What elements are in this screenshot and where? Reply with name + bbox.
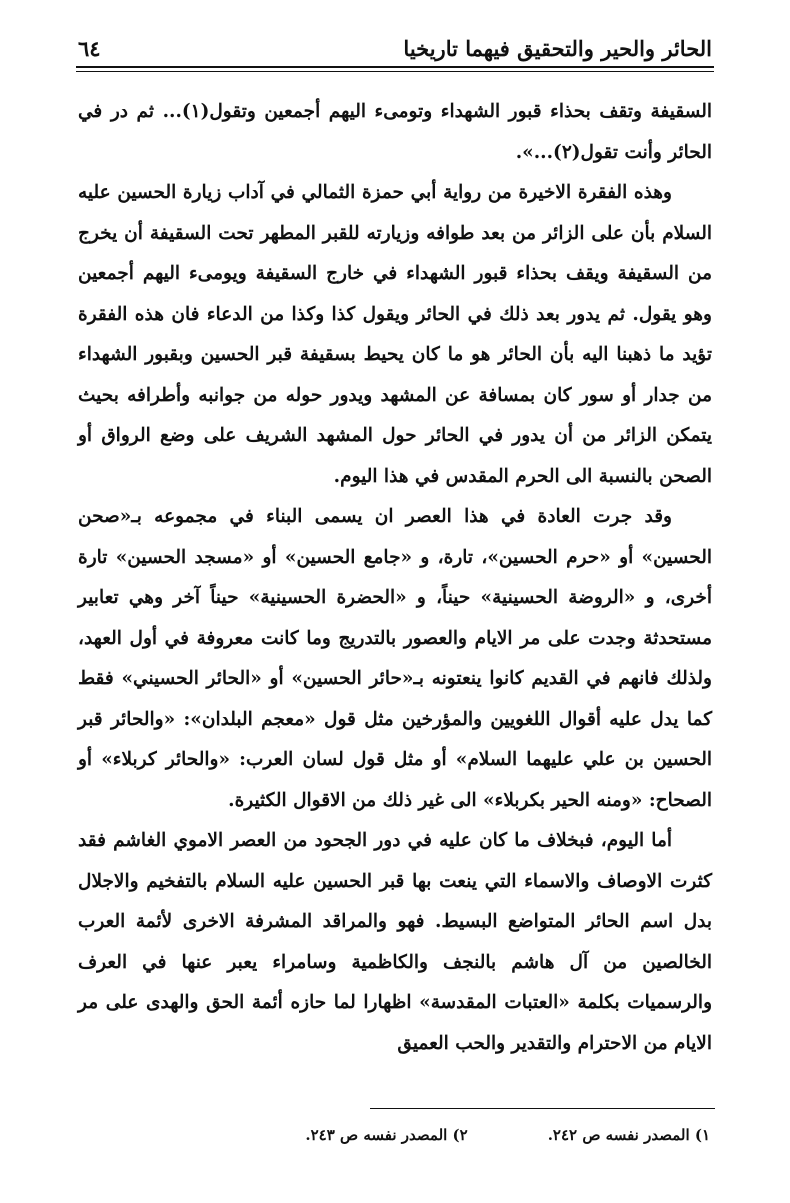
paragraph-1: السقيفة وتقف بحذاء قبور الشهداء وتومىء اليهم أجمعين وتقول(١)... ثم در في الحائر وأنت تقول(٢)...». bbox=[78, 101, 712, 163]
running-head bbox=[78, 28, 712, 68]
footnote-1: ١) المصدر نفسه ص ٢٤٢. bbox=[547, 1126, 710, 1144]
page-number: ٦٤ bbox=[78, 35, 101, 61]
footnote-2: ٢) المصدر نفسه ص ٢٤٣. bbox=[305, 1126, 468, 1144]
paragraph-3: وقد جرت العادة في هذا العصر ان يسمى البناء في مجموعه بـ«صحن الحسين» أو «حرم الحسين»، تارة، و «جامع الحسين» أو «مسجد الحسين» تارة أخرى، و «الروضة الحسينية» حيناً، و «الحضرة الحسينية» حيناً آخر وهي تعابير مستحدثة وجدت على مر الايام والعصور بالتدريج وما كانت معروفة في أول العهد، ولذلك فانهم في القديم كانوا ينعتونه بـ«حائر الحسين» أو «الحائر الحسيني» فقط كما يدل عليه أقوال اللغويين والمؤرخين مثل قول «معجم البلدان»: «والحائر قبر الحسين بن علي عليهما السلام» أو مثل قول لسان العرب: «والحائر كربلاء» أو الصحاح: «ومنه الحير بكربلاء» الى غير ذلك من الاقوال الكثيرة. bbox=[78, 506, 712, 811]
paragraph-4: أما اليوم، فبخلاف ما كان عليه في دور الجحود من العصر الاموي الغاشم فقد كثرت الاوصاف والاسماء التي ينعت بها قبر الحسين عليه السلام بالتفخيم والاجلال بدل اسم الحائر المتواضع البسيط. فهو والمراقد المشرفة الاخرى لأئمة العرب الخالصين من آل هاشم بالنجف والكاظمية وسامراء يعبر عنها في العرف والرسميات بكلمة «العتبات المقدسة» اظهارا لما حازه أئمة الحق والهدى على مر الايام من الاحترام والتقدير والحب العميق bbox=[78, 830, 712, 1054]
footnote-rule bbox=[370, 1108, 715, 1109]
running-title: الحائر والحير والتحقيق فيهما تاريخيا bbox=[403, 35, 712, 61]
header-rule-thick bbox=[76, 66, 714, 68]
body-text bbox=[78, 92, 712, 1064]
footnotes bbox=[200, 1126, 710, 1144]
header-rule-thin bbox=[76, 71, 714, 72]
paragraph-2: وهذه الفقرة الاخيرة من رواية أبي حمزة الثمالي في آداب زيارة الحسين عليه السلام بأن على الزائر من بعد طوافه وزيارته للقبر المطهر تحت السقيفة أن يخرج من السقيفة ويقف بحذاء قبور الشهداء في خارج السقيفة ويومىء اليهم أجمعين وهو يقول. ثم يدور بعد ذلك في الحائر ويقول كذا وكذا من الدعاء فان هذه الفقرة تؤيد ما ذهبنا اليه بأن الحائر هو ما كان يحيط بسقيفة قبر الحسين وبقبور الشهداء من جدار أو سور كان بمسافة عن المشهد ويدور حوله من جوانبه وأطرافه بحيث يتمكن الزائر من أن يدور في الحائر حول المشهد الشريف على وضع الرواق أو الصحن بالنسبة الى الحرم المقدس في هذا اليوم. bbox=[78, 182, 712, 487]
